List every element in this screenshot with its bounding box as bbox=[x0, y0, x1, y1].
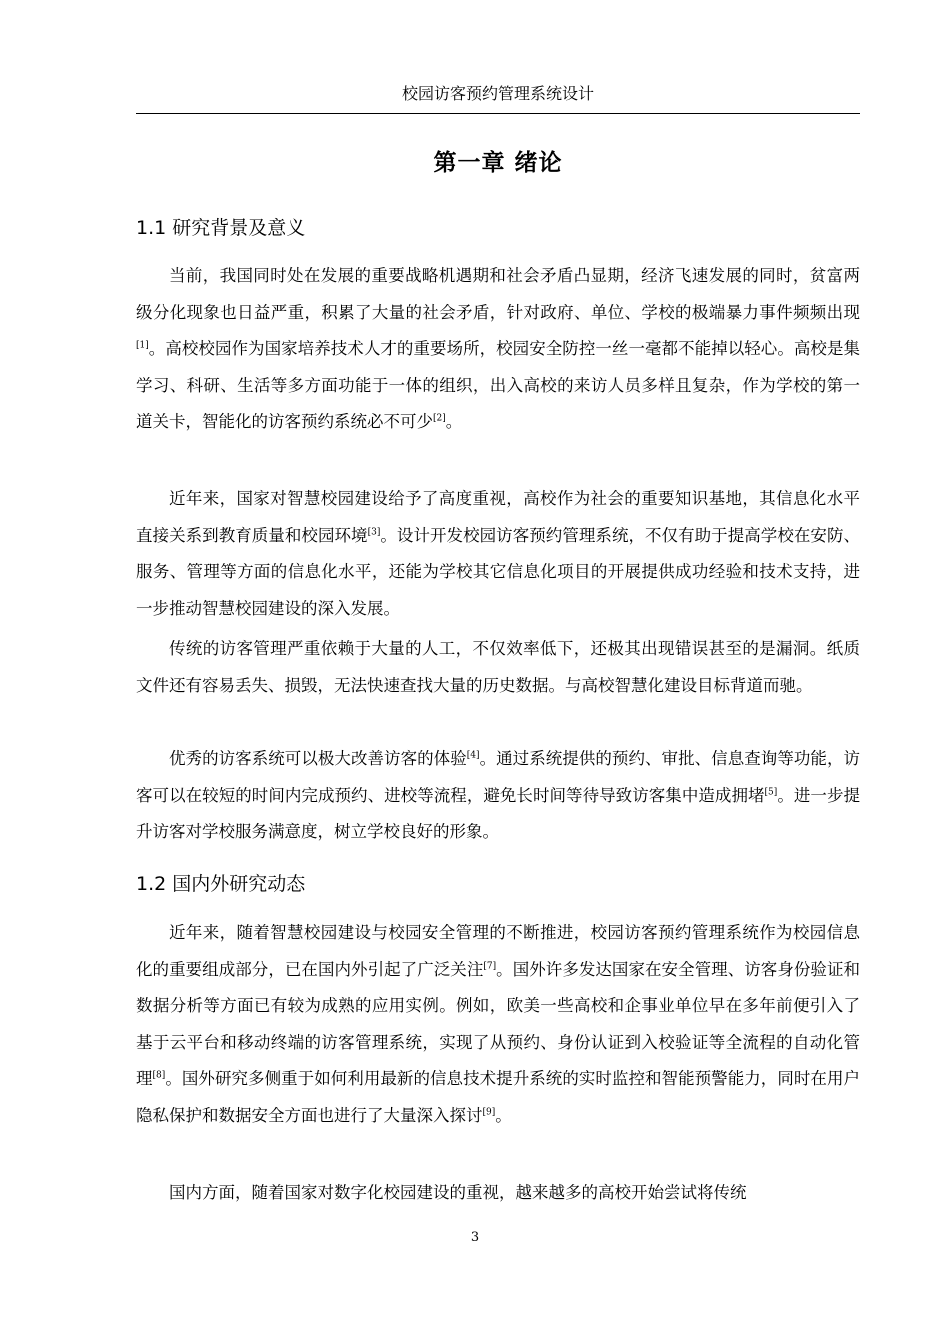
citation[interactable]: [1] bbox=[136, 340, 149, 351]
citation[interactable]: [2] bbox=[433, 413, 446, 424]
paragraph: 传统的访客管理严重依赖于大量的人工，不仅效率低下，还极其出现错误甚至的是漏洞。纸质文件还有容易丢失、损毁，无法快速查找大量的历史数据。与高校智慧化建设目标背道而驰。 bbox=[136, 639, 860, 695]
paragraph: 近年来，国家对智慧校园建设给予了高度重视，高校作为社会的重要知识基地，其信息化水平直接关系到教育质量和校园环境[3]。设计开发校园访客预约管理系统，不仅有助于提高学校在安防、服务、管理等方面的信息化水平，还能为学校其它信息化项目的开展提供成功经验和技术支持，进一步推动智慧校园建设的深入发展。 bbox=[136, 489, 861, 618]
section-heading-1-2: 1.2 国内外研究动态 bbox=[136, 873, 306, 895]
section-heading-1-1: 1.1 研究背景及意义 bbox=[136, 217, 306, 239]
chapter-title: 第一章 绪论 bbox=[433, 150, 563, 176]
paragraph: 国内方面，随着国家对数字化校园建设的重视，越来越多的高校开始尝试将传统 bbox=[169, 1183, 747, 1202]
citation[interactable]: [9] bbox=[482, 1107, 496, 1117]
citation[interactable]: [3] bbox=[367, 527, 381, 537]
running-header-title: 校园访客预约管理系统设计 bbox=[401, 84, 594, 103]
citation[interactable]: [4] bbox=[466, 750, 480, 761]
citation[interactable]: [7] bbox=[483, 961, 497, 971]
paragraph: 近年来，随着智慧校园建设与校园安全管理的不断推进，校园访客预约管理系统作为校园信息化的重要组成部分，已在国内外引起了广泛关注[7]。国外许多发达国家在安全管理、访客身份验证和数据分析等方面已有较为成熟的应用实例。例如，欧美一些高校和企事业单位早在多年前便引入了基于云平台和移动终端的访客管理系统，实现了从预约、身份认证到入校验证等全流程的自动化管理[8]。国外研究多侧重于如何利用最新的信息技术提升系统的实时监控和智能预警能力，同时在用户隐私保护和数据安全方面也进行了大量深入探讨[9]。 bbox=[136, 923, 861, 1125]
paragraph: 当前，我国同时处在发展的重要战略机遇期和社会矛盾凸显期，经济飞速发展的同时，贫富两级分化现象也日益严重，积累了大量的社会矛盾，针对政府、单位、学校的极端暴力事件频频出现[1]。高校校园作为国家培养技术人才的重要场所，校园安全防控一丝一毫都不能掉以轻心。高校是集学习、科研、生活等多方面功能于一体的组织，出入高校的来访人员多样且复杂，作为学校的第一道关卡，智能化的访客预约系统必不可少[2]。 bbox=[136, 266, 860, 431]
citation[interactable]: [8] bbox=[152, 1070, 166, 1081]
citation[interactable]: [5] bbox=[764, 787, 778, 797]
paragraph: 优秀的访客系统可以极大改善访客的体验[4]。通过系统提供的预约、审批、信息查询等功能，访客可以在较短的时间内完成预约、进校等流程，避免长时间等待导致访客集中造成拥堵[5]。进一步提升访客对学校服务满意度，树立学校良好的形象。 bbox=[136, 749, 861, 841]
running-header bbox=[136, 82, 860, 114]
page-number: 3 bbox=[470, 1230, 480, 1245]
